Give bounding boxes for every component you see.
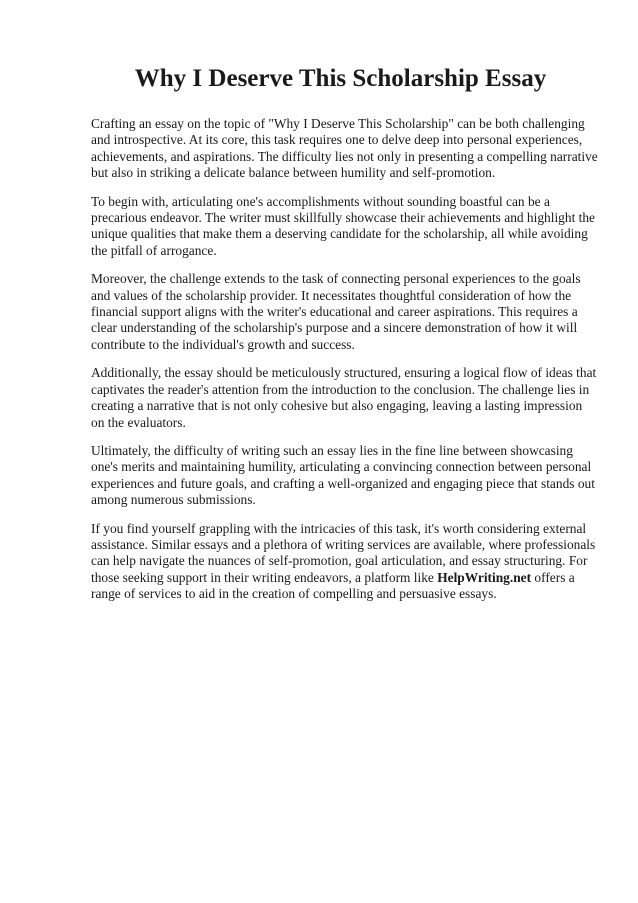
page-title: Why I Deserve This Scholarship Essay <box>134 65 547 92</box>
paragraph-1: Crafting an essay on the topic of "Why I Deserve This Scholarship" can be both challenging and introspective. At its core, this task requires one to delve deep into personal experiences, achievements, and aspirations. The difficulty lies not only in presenting a compelling narrative but also in striking a delicate balance between humility and self-promotion. <box>91 116 598 181</box>
paragraph-2: To begin with, articulating one's accomplishments without sounding boastful can be a precarious endeavor. The writer must skillfully showcase their achievements and highlight the unique qualities that make them a deserving candidate for the scholarship, all while avoiding the pitfall of arrogance. <box>91 193 595 258</box>
paragraph-5: Ultimately, the difficulty of writing such an essay lies in the fine line between showcasing one's merits and maintaining humility, articulating a convincing connection between personal experiences and future goals, and crafting a well-organized and engaging piece that stands out among numerous submissions. <box>91 442 595 508</box>
paragraph-4: Additionally, the essay should be meticulously structured, ensuring a logical flow of ideas that captivates the reader's attention from the introduction to the conclusion. The challenge lies in creating a narrative that is not only cohesive but also engaging, leaving a lasting impression on the evaluators. <box>91 365 597 430</box>
paragraph-6-text-after: offers a range of services to aid in the creation of compelling and persuasive essays. <box>91 569 575 602</box>
paragraph-6 <box>91 521 598 603</box>
paragraph-3: Moreover, the challenge extends to the task of connecting personal experiences to the goals and values of the scholarship provider. It necessitates thoughtful consideration of how the financial support aligns with the writer's educational and career aspirations. This requires a clear understanding of the scholarship's purpose and a sincere demonstration of how it will contribute to the individual's growth and success. <box>91 271 581 352</box>
paragraph-6-text-before: If you find yourself grappling with the intricacies of this task, it's worth considering external assistance. Similar essays and a plethora of writing services are available, where professionals can help navigate the nuances of self-promotion, goal articulation, and essay structuring. For those seeking support in their writing endeavors, a platform like <box>91 520 596 585</box>
helpwriting-link[interactable]: HelpWriting.net <box>437 569 532 585</box>
